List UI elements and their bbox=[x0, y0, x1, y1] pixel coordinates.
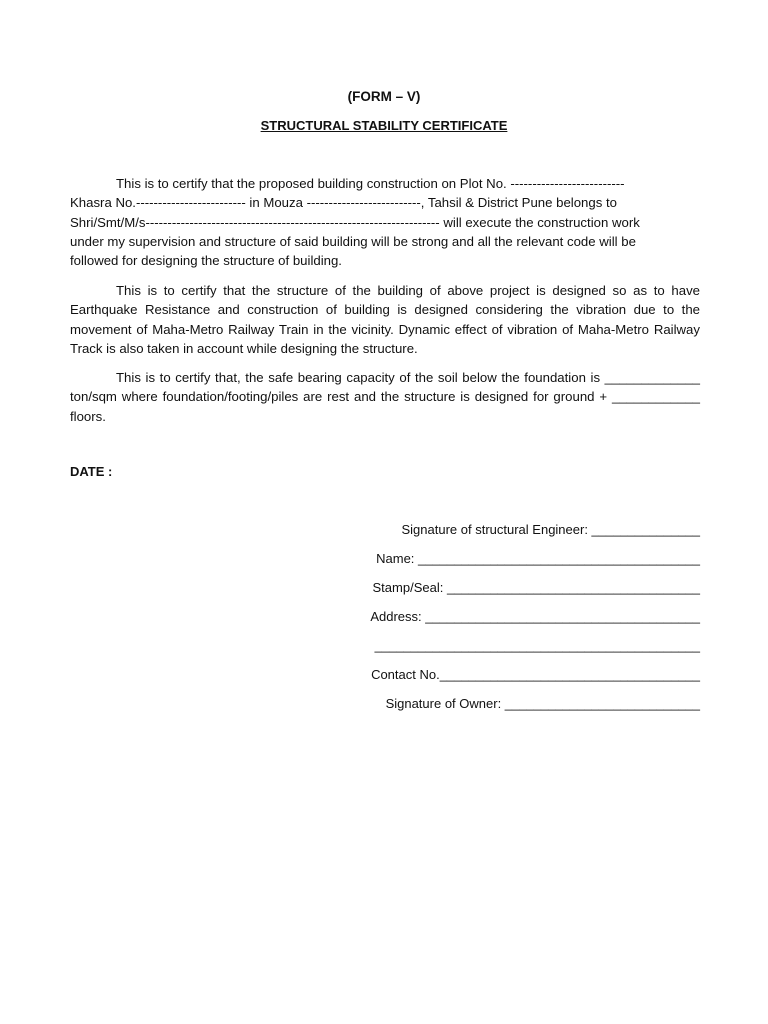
contact-line: Contact No.____________________________________ bbox=[371, 667, 700, 682]
paragraph-bearing-capacity bbox=[70, 368, 700, 426]
form-heading: (FORM – V) bbox=[347, 89, 421, 104]
certificate-title: STRUCTURAL STABILITY CERTIFICATE bbox=[260, 118, 508, 133]
engineer-signature-line: Signature of structural Engineer: _______________ bbox=[401, 522, 700, 537]
paragraph3-text: This is to certify that, the safe bearing capacity of the soil below the foundation is _____________ ton/sqm where foundation/footing/piles are rest and the structure is designed for ground + ____________ floors. bbox=[70, 370, 700, 424]
paragraph1-line: followed for designing the structure of building. bbox=[70, 253, 342, 269]
paragraph-plot-details bbox=[70, 174, 700, 270]
paragraph1-line: Shri/Smt/M/s------------------------------------------------------------------- will execute the construction work bbox=[70, 214, 640, 230]
paragraph1-line: This is to certify that the proposed building construction on Plot No. -------------------------- bbox=[116, 176, 625, 191]
address-line: Address: ______________________________________ bbox=[370, 609, 700, 624]
date-label: DATE : bbox=[70, 464, 113, 479]
paragraph1-line: under my supervision and structure of said building will be strong and all the relevant code will be bbox=[70, 233, 636, 249]
address-line-2: _____________________________________________ bbox=[374, 638, 700, 653]
paragraph2-text: This is to certify that the structure of the building of above project is designed so as to have Earthquake Resistance and construction of building is designed considering the vibration due to the movement of Maha-Metro Railway Train in the vicinity. Dynamic effect of vibration of Maha-Metro Railway Track is also taken in account while designing the structure. bbox=[70, 283, 700, 356]
paragraph1-line: Khasra No.------------------------- in Mouza --------------------------, Tahsil & District Pune belongs to bbox=[70, 195, 617, 211]
stamp-seal-line: Stamp/Seal: ___________________________________ bbox=[372, 580, 700, 595]
owner-signature-line: Signature of Owner: ___________________________ bbox=[385, 696, 700, 711]
paragraph-earthquake-resistance bbox=[70, 281, 700, 358]
name-line: Name: _______________________________________ bbox=[376, 551, 700, 566]
